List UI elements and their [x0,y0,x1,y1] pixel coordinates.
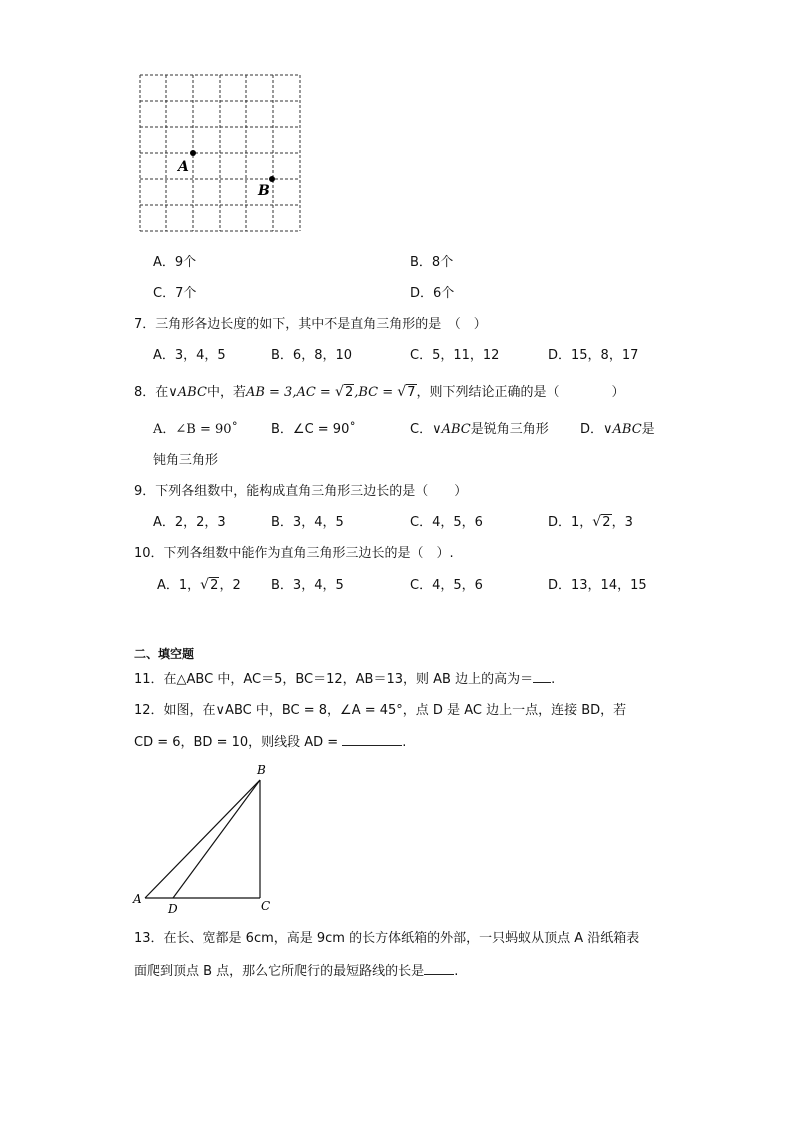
q6-option-b: B．8个 [410,255,454,270]
q13-line2: 面爬到顶点 B 点，那么它所爬行的最短路线的长是 . [134,964,459,979]
point-b-dot [269,176,275,182]
segment-ab [145,780,260,898]
q8-option-d: D．∨ABC是 [580,422,655,437]
q10-stem: 10．下列各组数中能作为直角三角形三边长的是（ ）. [134,546,454,561]
q7-option-c: C．5，11，12 [410,348,500,363]
q8-option-d-line2: 钝角三角形 [153,453,219,468]
q10-option-d: D．13，14，15 [548,578,647,593]
sqrt-symbol: √ 7 [397,384,416,400]
q10-option-b: B．3，4，5 [271,578,344,593]
q8-option-a: A．∠B = 90˚ [153,422,239,437]
triangle-figure [130,760,280,920]
q12-line1: 12．如图，在∨ABC 中，BC = 8，∠A = 45°，点 D 是 AC 边上一点，连接 BD，若 [134,703,627,718]
q7-option-b: B．6，8，10 [271,348,353,363]
q6-option-d: D．6个 [410,286,455,301]
answer-blank [533,670,551,683]
section-title: 二、填空题 [134,647,195,661]
q12-line2: CD = 6，BD = 10，则线段 AD = . [134,735,407,750]
label-d: D [168,902,178,916]
q9-stem: 9．下列各组数中，能构成直角三角形三边长的是（ ） [134,484,468,499]
answer-blank [424,962,454,975]
point-b-label: B [258,183,270,199]
segment-bd [173,780,260,898]
q6-option-a: A．9个 [153,255,197,270]
answer-blank [342,733,402,746]
sqrt-symbol: √ 2 [592,514,611,530]
q9-option-a: A．2，2，3 [153,515,226,530]
sqrt-symbol: √ 2 [200,577,219,593]
q8-stem: 8．在∨ABC中，若AB = 3,AC = √ 2,BC = √ 7，则下列结论正确的是（ ） [134,384,625,400]
q8-option-c: C．∨ABC是锐角三角形 [410,422,549,437]
q8-option-b: B．∠C = 90˚ [271,422,356,437]
q9-option-d: D．1， √ 2，3 [548,514,633,530]
grid-figure [138,73,304,235]
q9-option-c: C．4，5，6 [410,515,483,530]
label-c: C [261,899,271,913]
point-a-label: A [178,159,189,175]
q7-stem: 7．三角形各边长度的如下，其中不是直角三角形的是 （ ） [134,317,487,332]
q11-text: 11．在△ABC 中，AC＝5，BC＝12，AB＝13，则 AB 边上的高为＝ . [134,672,556,687]
q6-option-c: C．7个 [153,286,197,301]
q13-line1: 13．在长、宽都是 6cm，高是 9cm 的长方体纸箱的外部，一只蚂蚁从顶点 A 沿纸箱表 [134,931,640,946]
q7-option-d: D．15，8，17 [548,348,639,363]
q9-option-b: B．3，4，5 [271,515,344,530]
q7-option-a: A．3，4，5 [153,348,226,363]
point-a-dot [190,150,196,156]
q10-option-c: C．4，5，6 [410,578,483,593]
label-b: B [257,763,266,777]
label-a: A [133,892,142,906]
sqrt-symbol: √ 2 [334,384,354,400]
q10-option-a: A．1， √ 2，2 [157,577,241,593]
